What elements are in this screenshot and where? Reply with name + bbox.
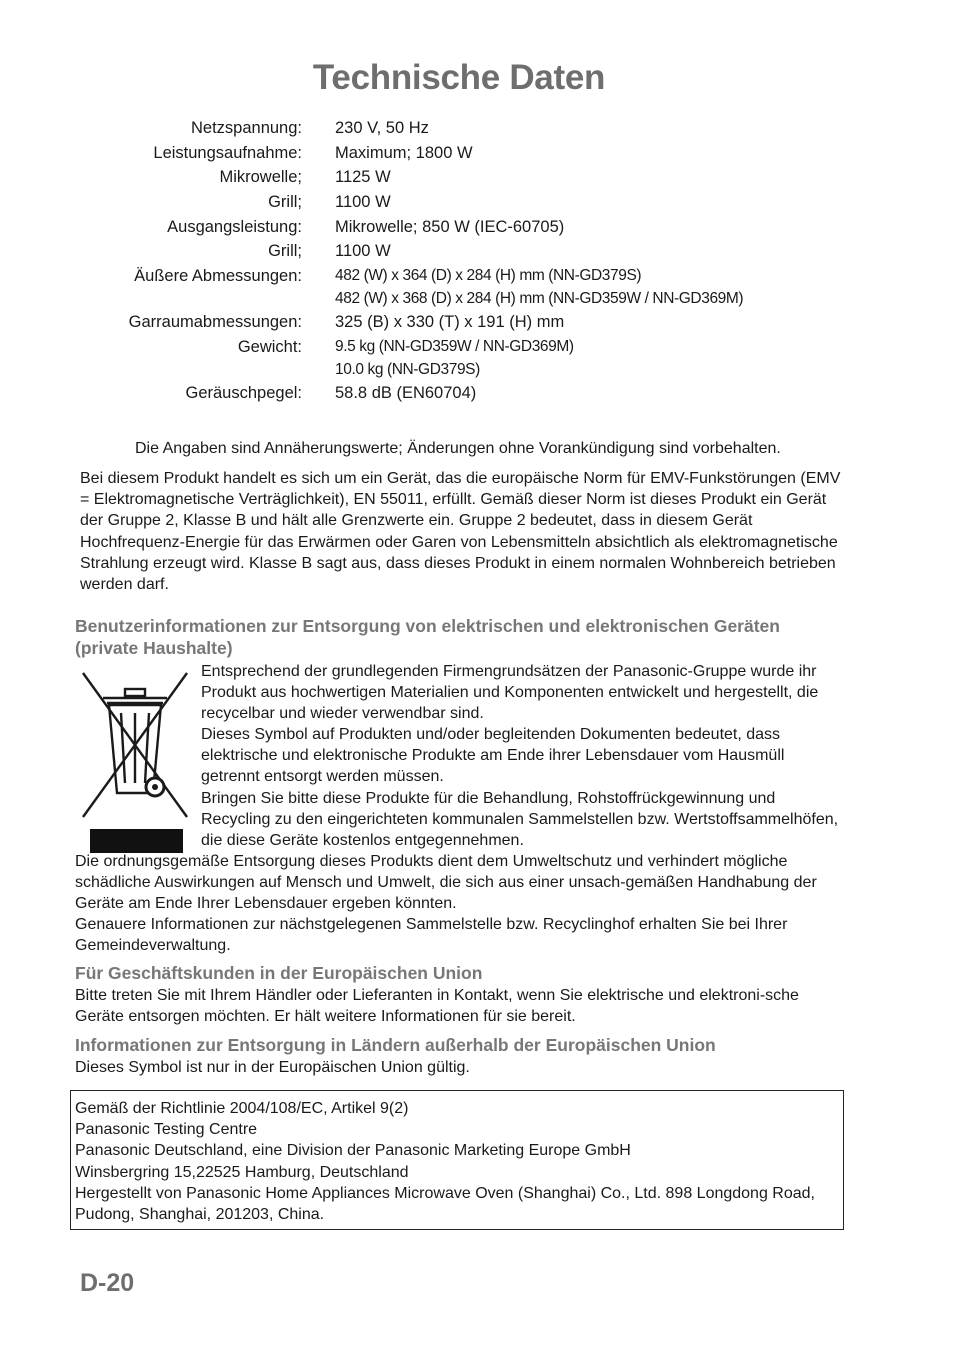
emv-paragraph: Bei diesem Produkt handelt es sich um ein Gerät, das die europäische Norm für EMV-Funkstörungen (EMV = Elektromagnetische Verträglichkeit), EN 55011, erfüllt. Gemäß dieser Norm ist dieses Produkt ein Gerät der Gruppe 2, Klasse B und hält alle Grenzwerte ein. Gruppe 2 bedeutet, dass in diesem Gerät Hochfrequenz-Energie für das Erwärmen oder Garen von Lebensmitteln absichtlich als elektromagnetische Strahlung erzeugt wird. Klasse B sagt aus, dass dieses Produkt in einem normalen Wohnbereich betrieben werden darf. bbox=[80, 470, 841, 594]
spec-row bbox=[0, 336, 954, 359]
spec-row bbox=[0, 359, 954, 382]
spec-label: Leistungsaufnahme: bbox=[153, 143, 302, 162]
spec-row bbox=[0, 382, 954, 407]
disclaimer-note: Die Angaben sind Annäherungswerte; Änderungen ohne Vorankündigung sind vorbehalten. bbox=[135, 440, 781, 457]
disposal-paragraph: Dieses Symbol auf Produkten und/oder begleitenden Dokumenten bedeutet, dass elektrische und elektronische Produkte am Ende ihrer Lebensdauer vom Hausmüll getrennt entsorgt werden müssen. bbox=[201, 726, 785, 786]
spec-row bbox=[0, 216, 954, 241]
manufacturer-box bbox=[70, 1090, 844, 1230]
spec-label: Netzspannung: bbox=[191, 119, 302, 137]
box-line: Gemäß der Richtlinie 2004/108/EC, Artikel 9(2) bbox=[75, 1100, 409, 1117]
spec-value: 58.8 dB (EN60704) bbox=[335, 383, 477, 402]
spec-label: Gewicht: bbox=[237, 337, 302, 356]
spec-row bbox=[0, 166, 954, 191]
spec-row bbox=[0, 142, 954, 167]
page-title: Technische Daten bbox=[312, 58, 606, 97]
spec-row bbox=[0, 288, 954, 311]
business-heading: Für Geschäftskunden in der Europäischen Union bbox=[75, 963, 483, 983]
spec-value: 230 V, 50 Hz bbox=[335, 119, 429, 137]
weee-symbol bbox=[77, 671, 193, 849]
spec-label: Äußere Abmessungen: bbox=[134, 267, 302, 286]
crossed-bin-icon bbox=[77, 671, 193, 821]
disposal-paragraph: Entsprechend der grundlegenden Firmengrundsätzen der Panasonic-Gruppe wurde ihr Produkt aus hochwertigen Materialien und Komponenten entwickelt und hergestellt, die recycelbar und wieder verwendbar sind. bbox=[201, 663, 819, 723]
spec-value: 10.0 kg (NN-GD379S) bbox=[335, 360, 480, 378]
disposal-paragraph: Genauere Informationen zur nächstgelegenen Sammelstelle bzw. Recyclinghof erhalten Sie bei Ihrer Gemeindeverwaltung. bbox=[75, 916, 788, 955]
spec-row bbox=[0, 240, 954, 265]
spec-row bbox=[0, 311, 954, 336]
spec-label: Grill; bbox=[268, 242, 302, 261]
spec-label: Ausgangsleistung: bbox=[167, 217, 302, 236]
black-bar bbox=[90, 829, 183, 853]
spec-value: 1100 W bbox=[335, 242, 391, 261]
spec-value: 1125 W bbox=[335, 168, 391, 187]
spec-row bbox=[0, 117, 954, 142]
spec-value: 9.5 kg (NN-GD359W / NN-GD369M) bbox=[335, 337, 574, 355]
disposal-heading: Benutzerinformationen zur Entsorgung von elektrischen und elektronischen Geräten (private Haushalte) bbox=[75, 616, 780, 658]
outside-eu-paragraph: Dieses Symbol ist nur in der Europäischen Union gültig. bbox=[75, 1059, 470, 1076]
spec-value: 325 (B) x 330 (T) x 191 (H) mm bbox=[335, 313, 565, 332]
page-number: D-20 bbox=[80, 1269, 135, 1297]
spec-label: Mikrowelle; bbox=[219, 168, 302, 187]
spec-value: 1100 W bbox=[335, 193, 391, 212]
spec-value: Mikrowelle; 850 W (IEC-60705) bbox=[335, 217, 565, 236]
box-line: Panasonic Testing Centre bbox=[75, 1121, 258, 1139]
spec-value: Maximum; 1800 W bbox=[335, 143, 473, 162]
disposal-paragraph: Die ordnungsgemäße Entsorgung dieses Produkts dient dem Umweltschutz und verhindert mögliche schädliche Auswirkungen auf Mensch und Umwelt, die sich aus einer unsach-gemäßen Handhabung der Geräte am Ende Ihrer Lebensdauer ergeben könnten. bbox=[75, 852, 817, 913]
spec-value: 482 (W) x 368 (D) x 284 (H) mm (NN-GD359W / NN-GD369M) bbox=[335, 290, 744, 308]
spec-value: 482 (W) x 364 (D) x 284 (H) mm (NN-GD379S) bbox=[335, 267, 642, 285]
spec-label: Garraumabmessungen: bbox=[128, 313, 302, 332]
spec-label: Grill; bbox=[268, 193, 302, 212]
business-paragraph: Bitte treten Sie mit Ihrem Händler oder Lieferanten in Kontakt, wenn Sie elektrische und elektroni-sche Geräte entsorgen möchten. Er hält weitere Informationen für sie bereit. bbox=[75, 987, 799, 1026]
spec-table bbox=[0, 117, 954, 407]
box-line: Panasonic Deutschland, eine Division der Panasonic Marketing Europe GmbH bbox=[75, 1142, 631, 1160]
spec-row bbox=[0, 191, 954, 216]
disposal-section bbox=[75, 661, 845, 956]
box-line: Winsbergring 15,22525 Hamburg, Deutschland bbox=[75, 1163, 409, 1181]
spec-row bbox=[0, 265, 954, 288]
disposal-paragraph: Bringen Sie bitte diese Produkte für die Behandlung, Rohstoffrückgewinnung und Recycling zu den eingerichteten kommunalen Sammelstellen bzw. Wertstoffsammelhöfen, die diese Geräte kostenlos entgegennehmen. bbox=[201, 789, 839, 849]
spec-label: Geräuschpegel: bbox=[185, 383, 302, 402]
box-line: Hergestellt von Panasonic Home Appliances Microwave Oven (Shanghai) Co., Ltd. 898 Longdong Road, Pudong, Shanghai, 201203, China. bbox=[75, 1184, 815, 1224]
outside-eu-heading: Informationen zur Entsorgung in Ländern außerhalb der Europäischen Union bbox=[75, 1035, 716, 1055]
